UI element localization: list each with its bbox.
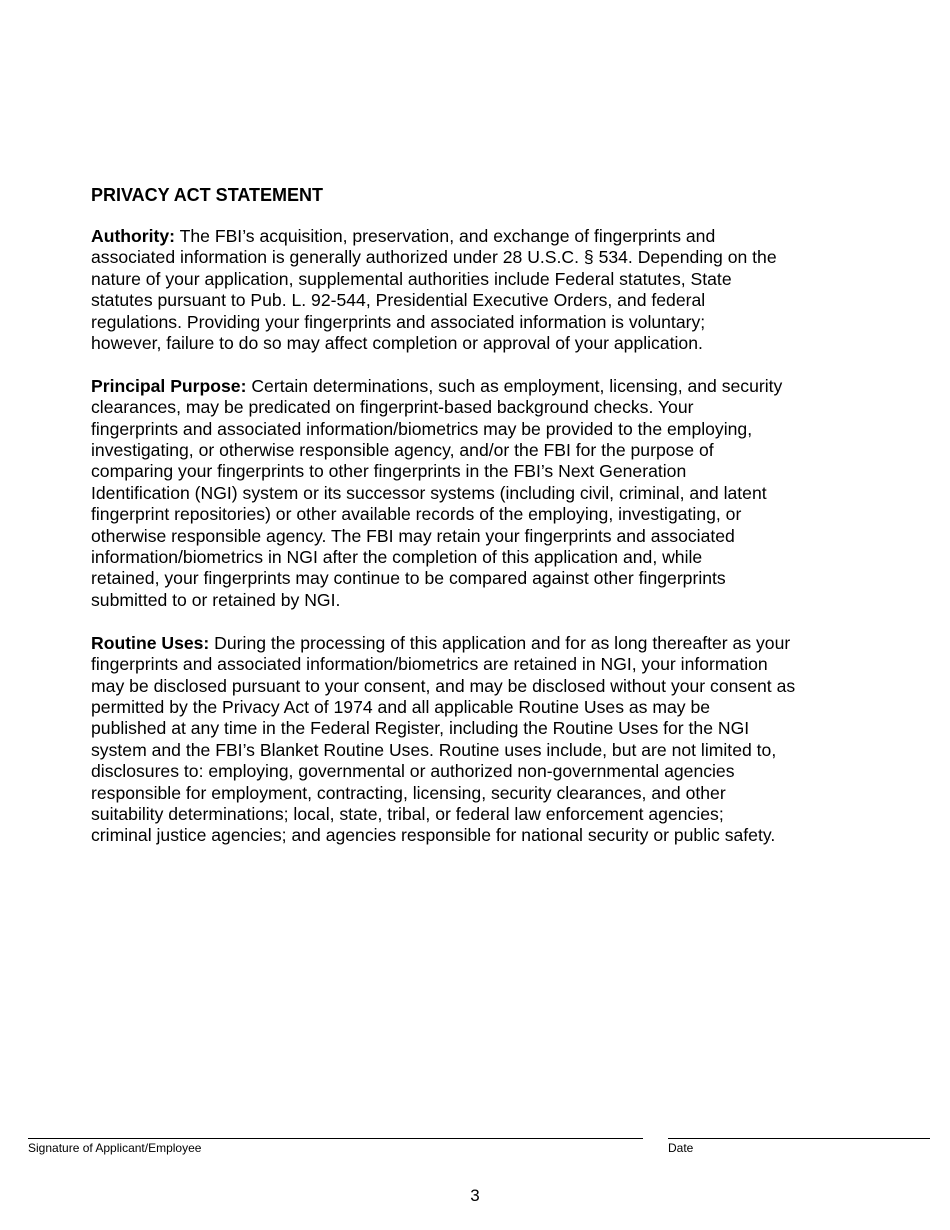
paragraph-line: published at any time in the Federal Register, including the Routine Uses for the NGI <box>91 718 750 739</box>
paragraph-line: suitability determinations; local, state, tribal, or federal law enforcement agencies; <box>91 803 724 824</box>
applicant-signature-block <box>28 1138 643 1155</box>
paragraph-line: responsible for employment, contracting, licensing, security clearances, and other <box>91 782 726 803</box>
section-heading: Authority: <box>91 226 176 246</box>
section-heading: Principal Purpose: <box>91 375 247 396</box>
section-heading: Routine Uses: <box>91 632 210 653</box>
paragraph-line: otherwise responsible agency. The FBI may retain your fingerprints and associated <box>91 525 735 546</box>
paragraph-line: investigating, or otherwise responsible agency, and/or the FBI for the purpose of <box>91 440 714 461</box>
paragraph-line: may be disclosed pursuant to your consent, and may be disclosed without your consent as <box>91 675 796 696</box>
page-number: 3 <box>470 1186 480 1205</box>
date-signature-block <box>668 1138 930 1155</box>
section-text: The FBI’s acquisition, preservation, and exchange of fingerprints and <box>175 226 716 246</box>
authority-section <box>91 226 851 354</box>
paragraph-line: retained, your fingerprints may continue to be compared against other fingerprints <box>91 568 726 589</box>
page-title: PRIVACY ACT STATEMENT <box>91 185 324 205</box>
paragraph-line: system and the FBI’s Blanket Routine Uses. Routine uses include, but are not limited to, <box>91 739 777 760</box>
paragraph-line: fingerprint repositories) or other available records of the employing, investigating, or <box>91 504 742 525</box>
routine-uses-section <box>91 633 851 847</box>
document-body <box>91 184 851 868</box>
paragraph-line <box>91 226 851 247</box>
paragraph-line <box>91 376 851 397</box>
applicant-signature-line[interactable] <box>28 1138 643 1139</box>
section-text: Certain determinations, such as employment, licensing, and security <box>246 375 783 396</box>
paragraph-line: criminal justice agencies; and agencies responsible for national security or public safety. <box>91 825 776 846</box>
paragraph-line: information/biometrics in NGI after the completion of this application and, while <box>91 547 703 568</box>
paragraph-line: disclosures to: employing, governmental or authorized non-governmental agencies <box>91 761 735 782</box>
paragraph-line: associated information is generally authorized under 28 U.S.C. § 534. Depending on the <box>91 247 777 268</box>
date-label: Date <box>668 1141 694 1155</box>
date-line[interactable] <box>668 1138 930 1139</box>
paragraph-line: clearances, may be predicated on fingerprint-based background checks. Your <box>91 397 694 418</box>
section-text: During the processing of this application and for as long thereafter as your <box>209 632 791 653</box>
paragraph-line: submitted to or retained by NGI. <box>91 589 341 610</box>
paragraph-line: however, failure to do so may affect completion or approval of your application. <box>91 333 703 354</box>
principal-purpose-section <box>91 376 851 611</box>
paragraph-line: Identification (NGI) system or its successor systems (including civil, criminal, and latent <box>91 482 767 503</box>
paragraph-line: statutes pursuant to Pub. L. 92-544, Presidential Executive Orders, and federal <box>91 290 706 311</box>
paragraph-line: comparing your fingerprints to other fingerprints in the FBI’s Next Generation <box>91 461 687 482</box>
paragraph-line: fingerprints and associated information/biometrics may be provided to the employing, <box>91 418 753 439</box>
paragraph-line: fingerprints and associated information/biometrics are retained in NGI, your information <box>91 654 768 675</box>
paragraph-line <box>91 633 851 654</box>
applicant-signature-label: Signature of Applicant/Employee <box>28 1141 202 1155</box>
paragraph-line: nature of your application, supplemental authorities include Federal statutes, State <box>91 268 732 289</box>
paragraph-line: permitted by the Privacy Act of 1974 and all applicable Routine Uses as may be <box>91 696 711 717</box>
paragraph-line: regulations. Providing your fingerprints and associated information is voluntary; <box>91 311 706 332</box>
